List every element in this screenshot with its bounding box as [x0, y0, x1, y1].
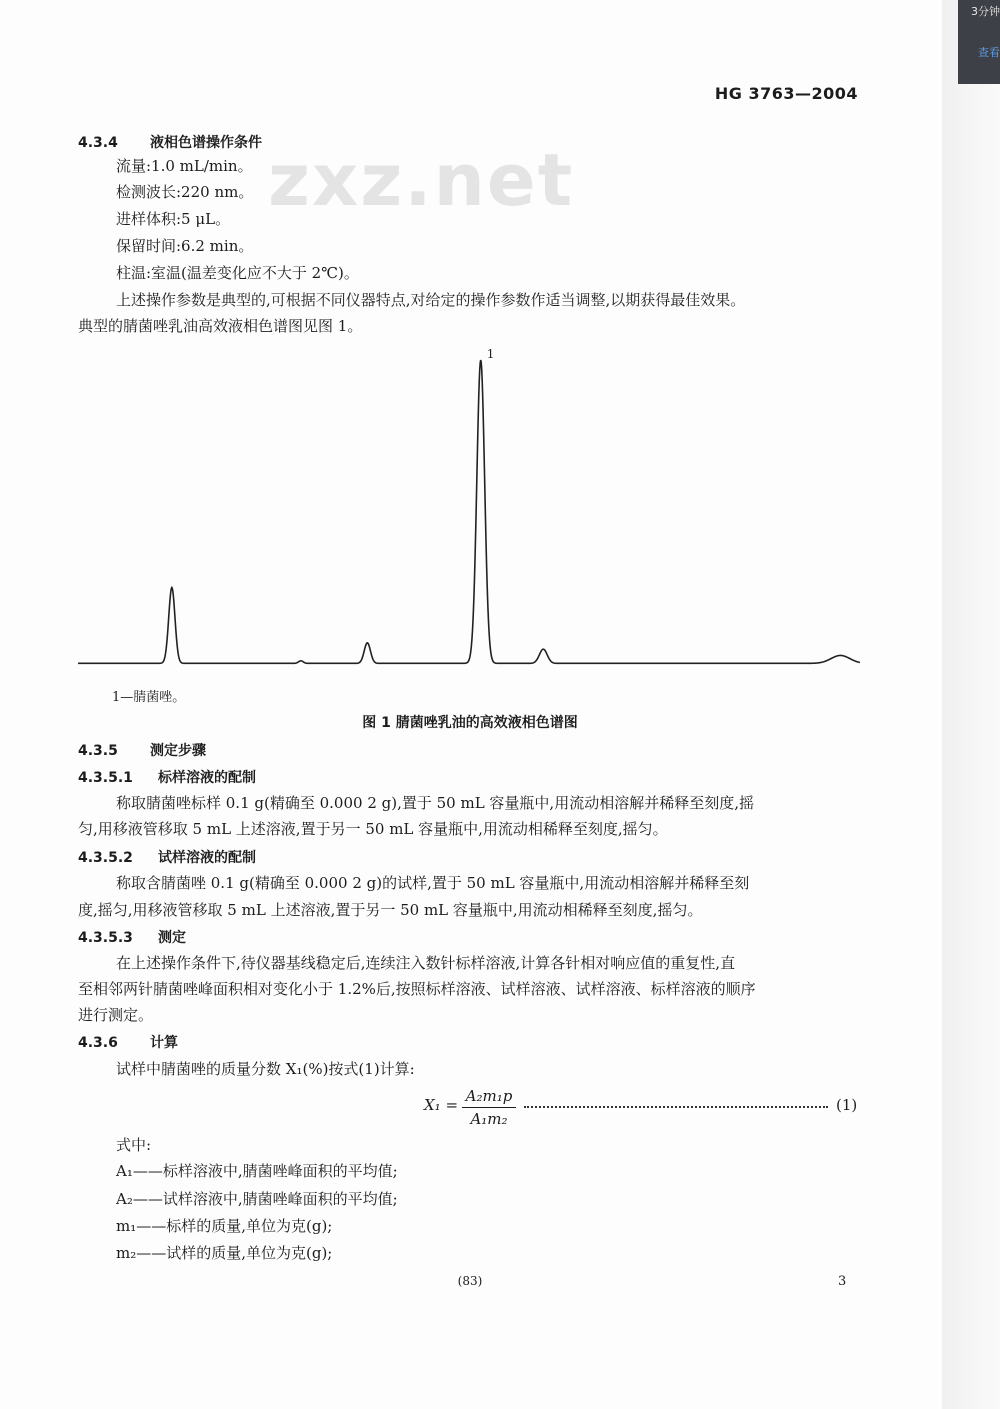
section-heading-4-3-5 — [78, 740, 206, 760]
figure-legend-note: 1—腈菌唑。 — [112, 690, 186, 705]
calc-intro: 试样中腈菌唑的质量分数 X₁(%)按式(1)计算: — [116, 1060, 415, 1078]
section-heading-4-3-5-2 — [78, 847, 256, 867]
section-title: 液相色谱操作条件 — [150, 135, 262, 151]
chromatogram-svg — [78, 348, 860, 688]
standard-code: HG 3763—2004 — [714, 84, 858, 103]
condition-wavelength: 检测波长:220 nm。 — [116, 183, 254, 201]
overlay-time-text: 3分钟 — [971, 5, 1000, 18]
figure-caption: 图 1 腈菌唑乳油的高效液相色谱图 — [362, 715, 578, 731]
section-heading-4-3-5-1 — [78, 767, 256, 787]
formula-number: (1) — [836, 1096, 858, 1114]
section-title: 试样溶液的配制 — [158, 850, 256, 866]
overlay-view-link[interactable]: 查看 — [978, 46, 1000, 59]
formula-numerator: A₂m₁p — [465, 1087, 513, 1105]
measure-line-2: 至相邻两针腈菌唑峰面积相对变化小于 1.2%后,按照标样溶液、试样溶液、试样溶液、标样溶液的顺序 — [78, 980, 756, 998]
overlay-panel[interactable] — [958, 0, 1000, 84]
note-line-1: 上述操作参数是典型的,可根据不同仪器特点,对给定的操作参数作适当调整,以期获得最佳效果。 — [116, 291, 746, 309]
sample-prep-line-2: 度,摇匀,用移液管移取 5 mL 上述溶液,置于另一 50 mL 容量瓶中,用流动相稀释至刻度,摇匀。 — [78, 901, 703, 919]
section-number: 4.3.4 — [78, 135, 118, 151]
peak-label: 1 — [486, 348, 495, 361]
page-edge-shadow — [942, 0, 1000, 1409]
watermark: zxz.net — [268, 138, 575, 222]
section-number: 4.3.5.3 — [78, 930, 133, 946]
section-title: 标样溶液的配制 — [158, 770, 256, 786]
fraction-bar — [462, 1107, 516, 1108]
definition-a1: A₁——标样溶液中,腈菌唑峰面积的平均值; — [116, 1162, 398, 1180]
section-heading-4-3-6 — [78, 1032, 178, 1052]
section-title: 测定步骤 — [150, 743, 206, 759]
section-heading-4-3-5-3 — [78, 927, 186, 947]
definition-a2: A₂——试样溶液中,腈菌唑峰面积的平均值; — [116, 1190, 398, 1208]
condition-column-temp: 柱温:室温(温差变化应不大于 2℃)。 — [116, 264, 359, 282]
footer-page-number: 3 — [838, 1274, 847, 1289]
formula-lhs: X₁ = — [424, 1096, 459, 1114]
section-number: 4.3.5.1 — [78, 770, 133, 786]
section-number: 4.3.5.2 — [78, 850, 133, 866]
definition-m2: m₂——试样的质量,单位为克(g); — [116, 1244, 333, 1262]
condition-flow: 流量:1.0 mL/min。 — [116, 157, 253, 175]
definition-m1: m₁——标样的质量,单位为克(g); — [116, 1217, 333, 1235]
chromatogram-chart — [78, 348, 860, 688]
std-prep-line-2: 匀,用移液管移取 5 mL 上述溶液,置于另一 50 mL 容量瓶中,用流动相稀释至刻度,摇匀。 — [78, 820, 668, 838]
formula-denominator: A₁m₂ — [470, 1110, 508, 1128]
section-heading-4-3-4 — [78, 132, 262, 152]
footer-page-number-center: (83) — [457, 1274, 483, 1288]
sample-prep-line-1: 称取含腈菌唑 0.1 g(精确至 0.000 2 g)的试样,置于 50 mL 容量瓶中,用流动相溶解并稀释至刻 — [116, 874, 750, 892]
section-number: 4.3.6 — [78, 1035, 118, 1051]
section-title: 测定 — [158, 930, 186, 946]
section-number: 4.3.5 — [78, 743, 118, 759]
where-label: 式中: — [116, 1136, 152, 1154]
condition-retention: 保留时间:6.2 min。 — [116, 237, 254, 255]
dot-leader — [524, 1096, 828, 1108]
note-line-2: 典型的腈菌唑乳油高效液相色谱图见图 1。 — [78, 317, 363, 335]
measure-line-1: 在上述操作条件下,待仪器基线稳定后,连续注入数针标样溶液,计算各针相对响应值的重复性,直 — [116, 954, 736, 972]
chromatogram-trace — [78, 360, 860, 663]
condition-volume: 进样体积:5 μL。 — [116, 210, 231, 228]
std-prep-line-1: 称取腈菌唑标样 0.1 g(精确至 0.000 2 g),置于 50 mL 容量瓶中,用流动相溶解并稀释至刻度,摇 — [116, 794, 754, 812]
measure-line-3: 进行测定。 — [78, 1006, 154, 1024]
section-title: 计算 — [150, 1035, 178, 1051]
formula-fraction — [462, 1086, 516, 1129]
